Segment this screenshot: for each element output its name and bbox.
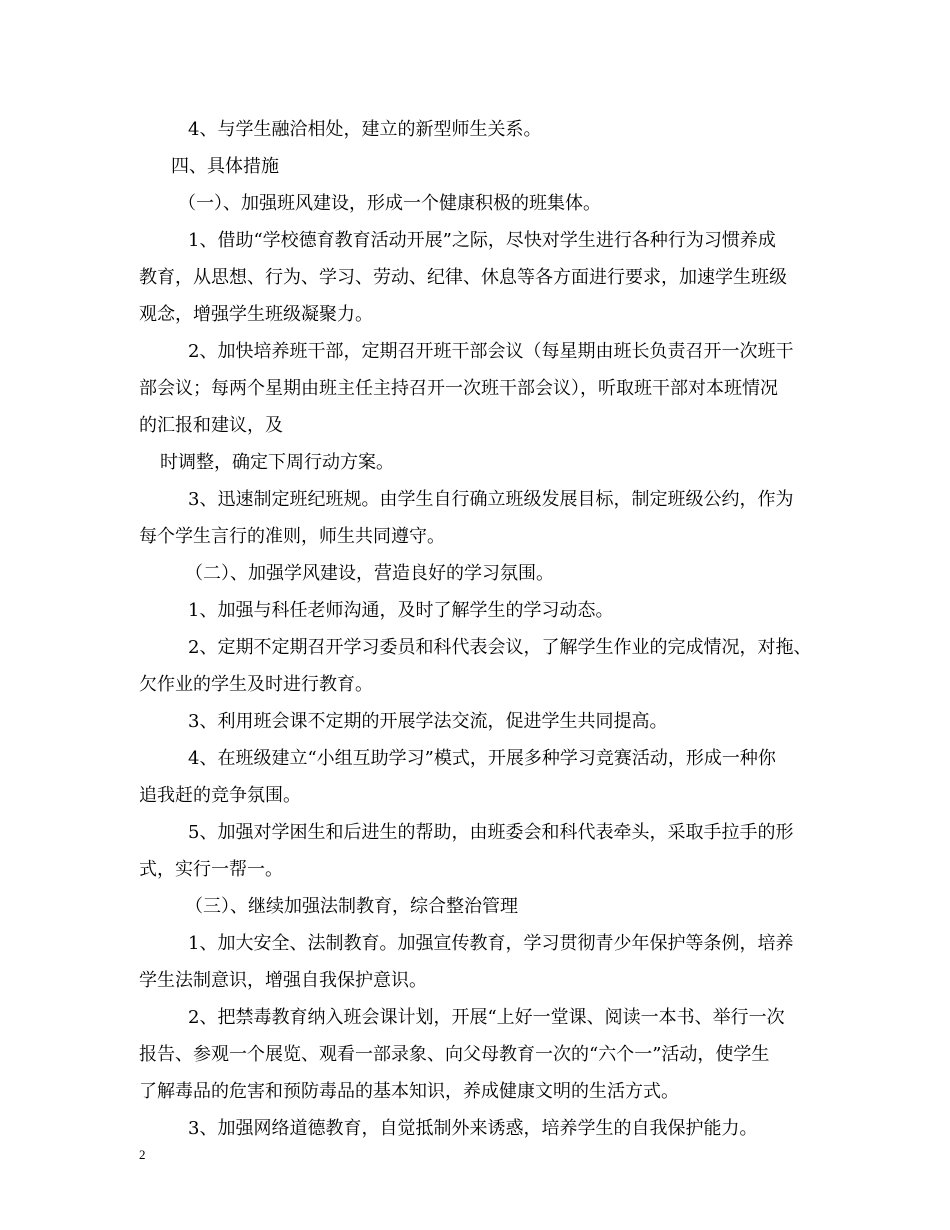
text-line: 欠作业的学生及时进行教育。 <box>139 674 373 695</box>
section-heading: 四、具体措施 <box>171 156 279 177</box>
text-line: 教育，从思想、行为、学习、劳动、纪律、休息等各方面进行要求，加速学生班级 <box>139 267 787 288</box>
text-line: 3、利用班会课不定期的开展学法交流，促进学生共同提高。 <box>188 711 668 732</box>
text-line: 的汇报和建议，及 <box>139 415 283 436</box>
text-line: 4、与学生融洽相处，建立的新型师生关系。 <box>188 119 542 140</box>
text-line: 1、加强与科任老师沟通，及时了解学生的学习动态。 <box>188 600 614 621</box>
text-line: 追我赶的竞争氛围。 <box>139 785 301 806</box>
text-line: 1、加大安全、法制教育。加强宣传教育，学习贯彻青少年保护等条例，培养 <box>188 933 794 954</box>
subsection-heading: （二）、加强学风建设，营造良好的学习氛围。 <box>185 563 554 584</box>
text-line: 式，实行一帮一。 <box>139 859 283 880</box>
text-line: 2、加快培养班干部，定期召开班干部会议（每星期由班长负责召开一次班干 <box>188 341 794 362</box>
text-line: 观念，增强学生班级凝聚力。 <box>139 304 373 325</box>
text-line: 5、加强对学困生和后进生的帮助，由班委会和科代表牵头，采取手拉手的形 <box>188 822 794 843</box>
text-line: 4、在班级建立“小组互助学习”模式，开展多种学习竞赛活动，形成一种你 <box>188 748 776 769</box>
subsection-heading: （一）、加强班风建设，形成一个健康积极的班集体。 <box>178 193 601 214</box>
text-line: 学生法制意识，增强自我保护意识。 <box>139 970 427 991</box>
text-line: 报告、参观一个展览、观看一部录象、向父母教育一次的“六个一”活动，使学生 <box>139 1044 770 1065</box>
text-line: 时调整，确定下周行动方案。 <box>160 452 394 473</box>
text-line: 3、迅速制定班纪班规。由学生自行确立班级发展目标，制定班级公约，作为 <box>188 489 794 510</box>
text-line: 每个学生言行的准则，师生共同遵守。 <box>139 526 445 547</box>
subsection-heading: （三）、继续加强法制教育，综合整治管理 <box>185 896 518 917</box>
text-line: 1、借助“学校德育教育活动开展”之际，尽快对学生进行各种行为习惯养成 <box>188 230 776 251</box>
text-line: 了解毒品的危害和预防毒品的基本知识，养成健康文明的生活方式。 <box>139 1081 679 1102</box>
text-line: 2、定期不定期召开学习委员和科代表会议，了解学生作业的完成情况，对拖、 <box>188 637 812 658</box>
text-line: 2、把禁毒教育纳入班会课计划，开展“上好一堂课、阅读一本书、举行一次 <box>188 1007 785 1028</box>
text-line: 3、加强网络道德教育，自觉抵制外来诱惑，培养学生的自我保护能力。 <box>188 1118 758 1139</box>
page-number: 2 <box>139 1147 146 1162</box>
text-line: 部会议；每两个星期由班主任主持召开一次班干部会议），听取班干部对本班情况 <box>139 378 778 399</box>
